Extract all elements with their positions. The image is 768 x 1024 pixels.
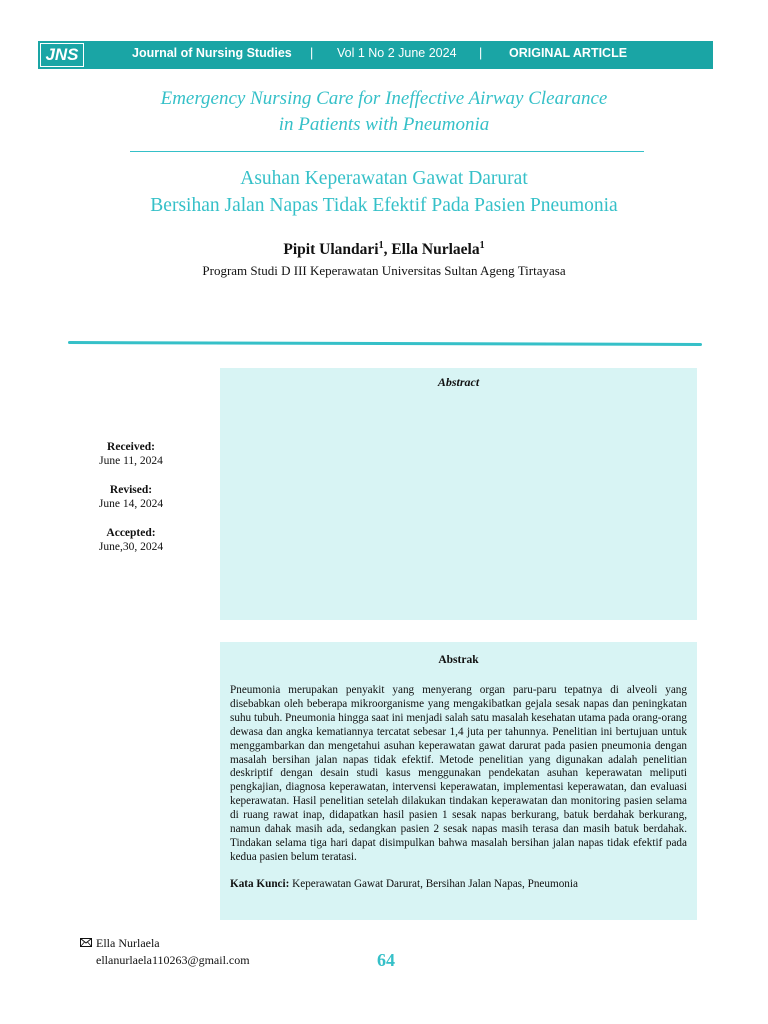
received-label: Received:	[107, 441, 155, 453]
english-title	[60, 86, 708, 138]
affiliation: Program Studi D III Keperawatan Universitas Sultan Ageng Tirtayasa	[202, 263, 566, 278]
author-separator: ,	[383, 241, 392, 259]
journal-logo: JNS	[40, 43, 84, 67]
indonesian-abstract-box	[220, 642, 697, 920]
journal-name: Journal of Nursing Studies	[132, 46, 292, 60]
indonesian-title-line-1: Asuhan Keperawatan Gawat Darurat	[240, 168, 528, 189]
author-list	[40, 240, 728, 259]
article-type: ORIGINAL ARTICLE	[509, 46, 628, 60]
page-number: 64	[377, 950, 395, 970]
keywords-list: Keperawatan Gawat Darurat, Bersihan Jalan Napas, Pneumonia	[292, 877, 578, 890]
section-divider	[68, 341, 702, 346]
article-history	[78, 440, 184, 569]
accepted-date-group	[78, 526, 184, 554]
accepted-label: Accepted:	[106, 527, 156, 539]
indonesian-abstract-text: Pneumonia merupakan penyakit yang menyerang organ paru-paru tepatnya di alveoli yang disebabkan oleh beberapa mikroorganisme yang mengakibatkan gejala sesak napas dan peningkatan suhu tubuh. Pneumonia hingga saat ini menjadi salah satu masalah kesehatan utama pada orang-orang dewasa dan angka kematiannya tercatat sebesar 1,4 juta per tahunnya. Penelitian ini bertujuan untuk menggambarkan dan mengetahui asuhan keperawatan gawat darurat pada pasien pneumonia dengan masalah bersihan jalan napas tidak efektif. Metode penelitian yang digunakan adalah penelitian deskriptif dengan desain studi kasus menggunakan pendekatan asuhan keperawatan meliputi pengkajian, diagnosa keperawatan, intervensi keperawatan, implementasi keperawatan, dan evaluasi keperawatan. Hasil penelitian setelah dilakukan tindakan keperawatan dan monitoring pasien selama di ruang rawat inap, didapatkan hasil pasien 1 sesak napas berkurang, batuk berdahak berkurang, namun dahak masih ada, sedangkan pasien 2 sesak napas masih terasa dan masih batuk berdahak. Tindakan selama tiga hari dapat disimpulkan bahwa masalah bersihan jalan napas tidak efektif pada kedua pasien belum teratasi.	[230, 684, 687, 863]
author-name: Pipit Ulandari	[283, 241, 379, 259]
accepted-date: June,30, 2024	[98, 541, 164, 553]
received-date-group	[78, 440, 184, 468]
author-affiliation-mark: 1	[479, 240, 485, 251]
header-separator: |	[479, 46, 483, 60]
english-abstract-box	[220, 368, 697, 620]
english-title-line-2: in Patients with Pneumonia	[278, 114, 490, 135]
received-date: June 11, 2024	[99, 455, 163, 467]
english-title-line-1: Emergency Nursing Care for Ineffective Airway Clearance	[160, 88, 608, 109]
journal-volume: Vol 1 No 2 June 2024	[337, 46, 457, 60]
author-name: Ella Nurlaela	[391, 241, 480, 259]
keywords	[230, 877, 687, 891]
mail-icon	[80, 938, 92, 947]
header-separator: |	[310, 46, 314, 60]
title-divider	[130, 151, 644, 152]
correspondence-author-line	[80, 935, 250, 952]
author-affiliation-mark: 1	[378, 240, 384, 251]
journal-header-bar	[38, 41, 713, 69]
revised-date: June 14, 2024	[98, 498, 164, 510]
revised-label: Revised:	[109, 484, 153, 496]
indonesian-abstract-heading: Abstrak	[438, 654, 479, 666]
english-abstract-heading: Abstract	[437, 375, 480, 389]
correspondence-email[interactable]: ellanurlaela110263@gmail.com	[96, 953, 250, 967]
indonesian-title	[40, 165, 728, 219]
indonesian-title-line-2: Bersihan Jalan Napas Tidak Efektif Pada Pasien Pneumonia	[150, 195, 618, 216]
correspondence-name: Ella Nurlaela	[96, 936, 160, 950]
correspondence	[80, 935, 250, 969]
revised-date-group	[78, 483, 184, 511]
keywords-label: Kata Kunci:	[230, 877, 290, 890]
